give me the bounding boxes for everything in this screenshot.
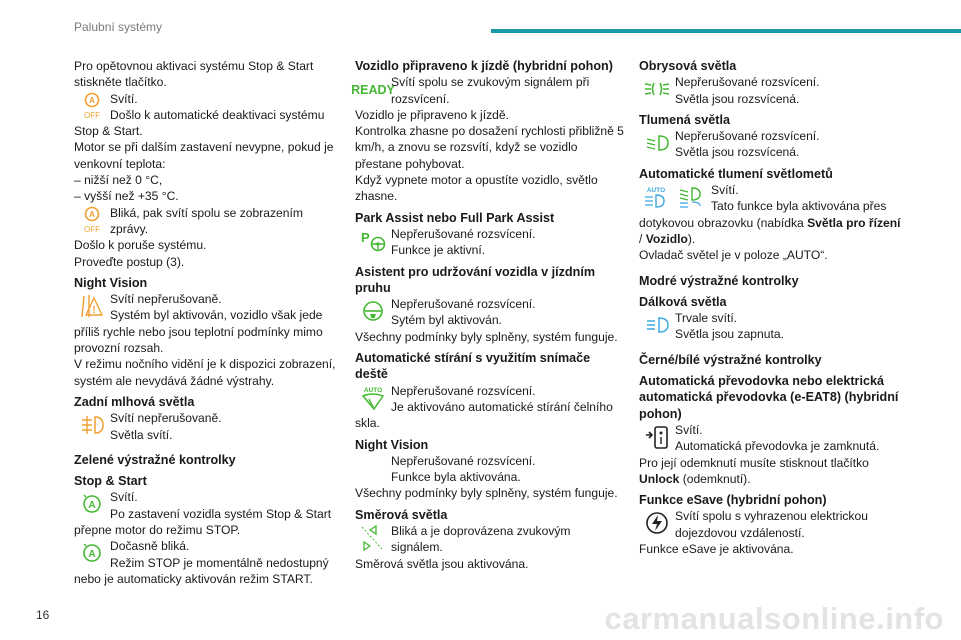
header-accent-bar (491, 29, 961, 33)
auto-icon-label: AUTO (646, 187, 666, 195)
auto-dipping-row (639, 182, 909, 215)
wiper-line2: Je aktivováno automatické stírání čelního (391, 399, 613, 414)
night-vision-heading-2: Night Vision (355, 437, 429, 452)
turn-line2: signálem. (391, 540, 443, 555)
watermark: carmanualsonline.info (604, 601, 944, 636)
auto-main-beam-icon (639, 182, 673, 212)
dipped-beam-icon (673, 182, 707, 212)
lane-rest: Všechny podmínky byly splněny, systém funguje. (355, 329, 618, 344)
autodip-vehicle-menu: Vozidlo (645, 231, 688, 246)
lane-keep-row (355, 296, 625, 329)
off2-line1: Bliká, pak svítí spolu se zobrazením (110, 205, 303, 220)
auto-wiper-icon (355, 383, 391, 413)
stop-start-icon (74, 489, 110, 519)
dipped-beam-row (639, 128, 909, 161)
page-number: 16 (36, 608, 50, 622)
lane-line2: Sytém byl aktivován. (391, 313, 502, 328)
stop-start-row-2 (74, 538, 344, 571)
esave-heading: Funkce eSave (hybridní pohon) (639, 493, 827, 508)
side-line2: Světla jsou rozsvícená. (675, 91, 800, 106)
lane-line1: Nepřerušované rozsvícení. (391, 297, 536, 312)
svg-text:OFF: OFF (84, 110, 100, 120)
esave-icon (639, 508, 675, 538)
stop-start-off-icon (74, 205, 110, 235)
side-lights-row (639, 74, 909, 107)
black-white-section-heading: Černé/bílé výstražné kontrolky (639, 352, 822, 367)
side-lights-heading: Obrysová světla (639, 59, 737, 73)
fog-line2: Světla svítí. (110, 427, 173, 442)
park-assist-heading: Park Assist nebo Full Park Assist (355, 210, 555, 225)
ss2-line2: Režim STOP je momentálně nedostupný (110, 555, 329, 570)
off1-line1: Svítí. (110, 91, 138, 106)
svg-text:OFF: OFF (84, 224, 100, 234)
park-line2: Funkce je aktivní. (391, 243, 486, 258)
nv2-line2: Funkce byla aktivována. (391, 470, 521, 485)
ready-heading: Vozidlo připraveno k jízdě (hybridní pohon) (355, 59, 613, 73)
park-assist-row (355, 226, 625, 259)
wiper-line1: Nepřerušované rozsvícení. (391, 383, 536, 398)
nv1-line1: Svítí nepřerušovaně. (110, 292, 222, 307)
gearbox-row (639, 422, 909, 455)
night-vision-heading: Night Vision (74, 275, 148, 290)
off1-rest: Stop & Start. Motor se při dalším zastavení nevypne, pokud je venkovní teplota: – nižší než 0 °C, – vyšší než +35 °C. (74, 124, 334, 204)
autodip-rest-f: Ovladač světel je v poloze „AUTO“. (639, 248, 828, 263)
nv1-line2: Systém byl aktivován, vozidlo však jede (110, 308, 323, 323)
dipped-beam-icon (639, 128, 675, 158)
night-vision-icon (74, 291, 110, 321)
auto-wiper-row (355, 383, 625, 416)
autodip-line1: Svítí. (711, 183, 739, 198)
ss-line2: Po zastavení vozidla systém Stop & Start (110, 506, 332, 521)
park-line1: Nepřerušované rozsvícení. (391, 226, 536, 241)
lane-keep-icon (355, 296, 391, 326)
column-2 (351, 58, 625, 572)
auto-dipping-heading: Automatické tlumení světlometů (639, 166, 833, 181)
svg-text:A: A (89, 209, 95, 219)
off2-rest: Došlo k poruše systému. Proveďte postup (3). (74, 238, 207, 269)
ready-line2: rozsvícení. (391, 91, 450, 106)
off1-line2: Došlo k automatické deaktivaci systému (110, 107, 325, 122)
off2-line2: zprávy. (110, 221, 149, 236)
turn-rest: Směrová světla jsou aktivována. (355, 556, 529, 571)
lane-keep-heading: Asistent pro udržování vozidla v jízdním pruhu (355, 264, 596, 295)
autodip-rest-c: / (639, 231, 646, 246)
ready-row (351, 74, 625, 107)
main-line2: Světla jsou zapnuta. (675, 327, 784, 342)
running-header: Palubní systémy (74, 20, 163, 34)
svg-text:A: A (88, 500, 96, 512)
svg-text:A: A (89, 95, 95, 105)
gear-line2: Automatická převodovka je zamknutá. (675, 439, 880, 454)
ready-icon (351, 74, 395, 104)
gear-rest (639, 455, 909, 488)
main-beam-heading: Dálková světla (639, 294, 727, 309)
nv2-line1: Nepřerušované rozsvícení. (391, 453, 536, 468)
esave-line1: Svítí spolu s vyhrazenou elektrickou (675, 509, 868, 524)
dipped-line2: Světla jsou rozsvícená. (675, 145, 800, 160)
ready-line1: Svítí spolu se zvukovým signálem při (391, 75, 590, 90)
esave-rest: Funkce eSave je aktivována. (639, 542, 794, 557)
side-line1: Nepřerušované rozsvícení. (675, 75, 820, 90)
ss-line1: Svítí. (110, 490, 138, 505)
wiper-rest: skla. (355, 416, 380, 431)
fog-line1: Svítí nepřerušovaně. (110, 411, 222, 426)
stop-start-off-row (74, 91, 344, 124)
turn-signal-heading: Směrová světla (355, 507, 448, 522)
stop-start-row (74, 489, 344, 522)
autodip-rest-a: dotykovou obrazovku (nabídka (639, 215, 808, 230)
rear-fog-icon (74, 410, 110, 440)
column-3 (639, 58, 909, 557)
stop-start-heading: Stop & Start (74, 474, 147, 489)
intro-text: Pro opětovnou aktivaci systému Stop & Start stiskněte tlačítko. (74, 59, 314, 90)
side-lights-icon (639, 74, 675, 104)
night-vision-row (74, 291, 344, 324)
nv1-rest: příliš rychle nebo jsou teplotní podmínky mimo provozní rozsah. V režimu nočního vidění je k dispozici zobrazení, systém ale nevydává žádné výstrahy. (74, 324, 336, 388)
auto-wiper-heading: Automatické stírání s využitím snímače deště (355, 351, 591, 382)
gearbox-heading: Automatická převodovka nebo elektrická automatická převodovka (e-EAT8) (hybridní pohon) (639, 374, 899, 421)
esave-row (639, 508, 909, 541)
ready-rest: Vozidlo je připraveno k jízdě. Kontrolka zhasne po dosažení rychlosti přibližně 5 km/h, a znovu se rozsvítí, když se vozidlo přestane pohybovat. Když vypnete motor a opustíte vozidlo, světlo zhasne. (355, 107, 624, 204)
turn-line1: Bliká a je doprovázena zvukovým (391, 524, 571, 539)
stop-start-off-row-2 (74, 205, 344, 238)
svg-text:P: P (361, 229, 370, 245)
svg-text:!: ! (92, 305, 96, 317)
autodip-line2: Tato funkce byla aktivována přes (711, 199, 887, 214)
turn-signal-row (355, 523, 625, 556)
green-section-heading: Zelené výstražné kontrolky (74, 452, 236, 467)
ss-rest: přepne motor do režimu STOP. (74, 523, 241, 538)
autodip-rest (639, 215, 909, 264)
main-beam-row (639, 310, 909, 343)
gearbox-lock-icon (639, 422, 675, 452)
gear-rest-c: (odemknutí). (679, 471, 751, 486)
main-line1: Trvale svítí. (675, 311, 738, 326)
gear-line1: Svítí. (675, 422, 703, 437)
main-beam-icon (639, 310, 675, 340)
turn-signal-icon (355, 523, 391, 553)
column-1 (74, 58, 344, 587)
wiper-icon-label: AUTO (363, 386, 383, 394)
nv2-rest: Všechny podmínky byly splněny, systém funguje. (355, 486, 618, 501)
dipped-beam-heading: Tlumená světla (639, 112, 730, 127)
autodip-rest-e: ). (687, 231, 696, 246)
svg-text:A: A (88, 549, 96, 561)
rear-fog-heading: Zadní mlhová světla (74, 394, 195, 409)
rear-fog-row (74, 410, 344, 443)
esave-line2: dojezdovou vzdáleností. (675, 525, 805, 540)
dipped-line1: Nepřerušované rozsvícení. (675, 129, 820, 144)
ss2-line1: Dočasně bliká. (110, 539, 190, 554)
stop-start-icon (74, 538, 110, 568)
park-assist-icon (355, 226, 391, 256)
night-vision-icon (355, 453, 391, 469)
unlock-button-name: Unlock (639, 471, 680, 486)
ss2-rest: nebo je automaticky aktivován režim START. (74, 571, 313, 586)
blue-section-heading: Modré výstražné kontrolky (639, 273, 799, 288)
ready-icon-label: READY (351, 83, 395, 98)
gear-rest-a: Pro její odemknutí musíte stisknout tlačítko (639, 455, 869, 470)
autodip-menu-name: Světla pro řízení (807, 215, 901, 230)
night-vision-row-2 (355, 453, 625, 486)
stop-start-off-icon (74, 91, 110, 121)
